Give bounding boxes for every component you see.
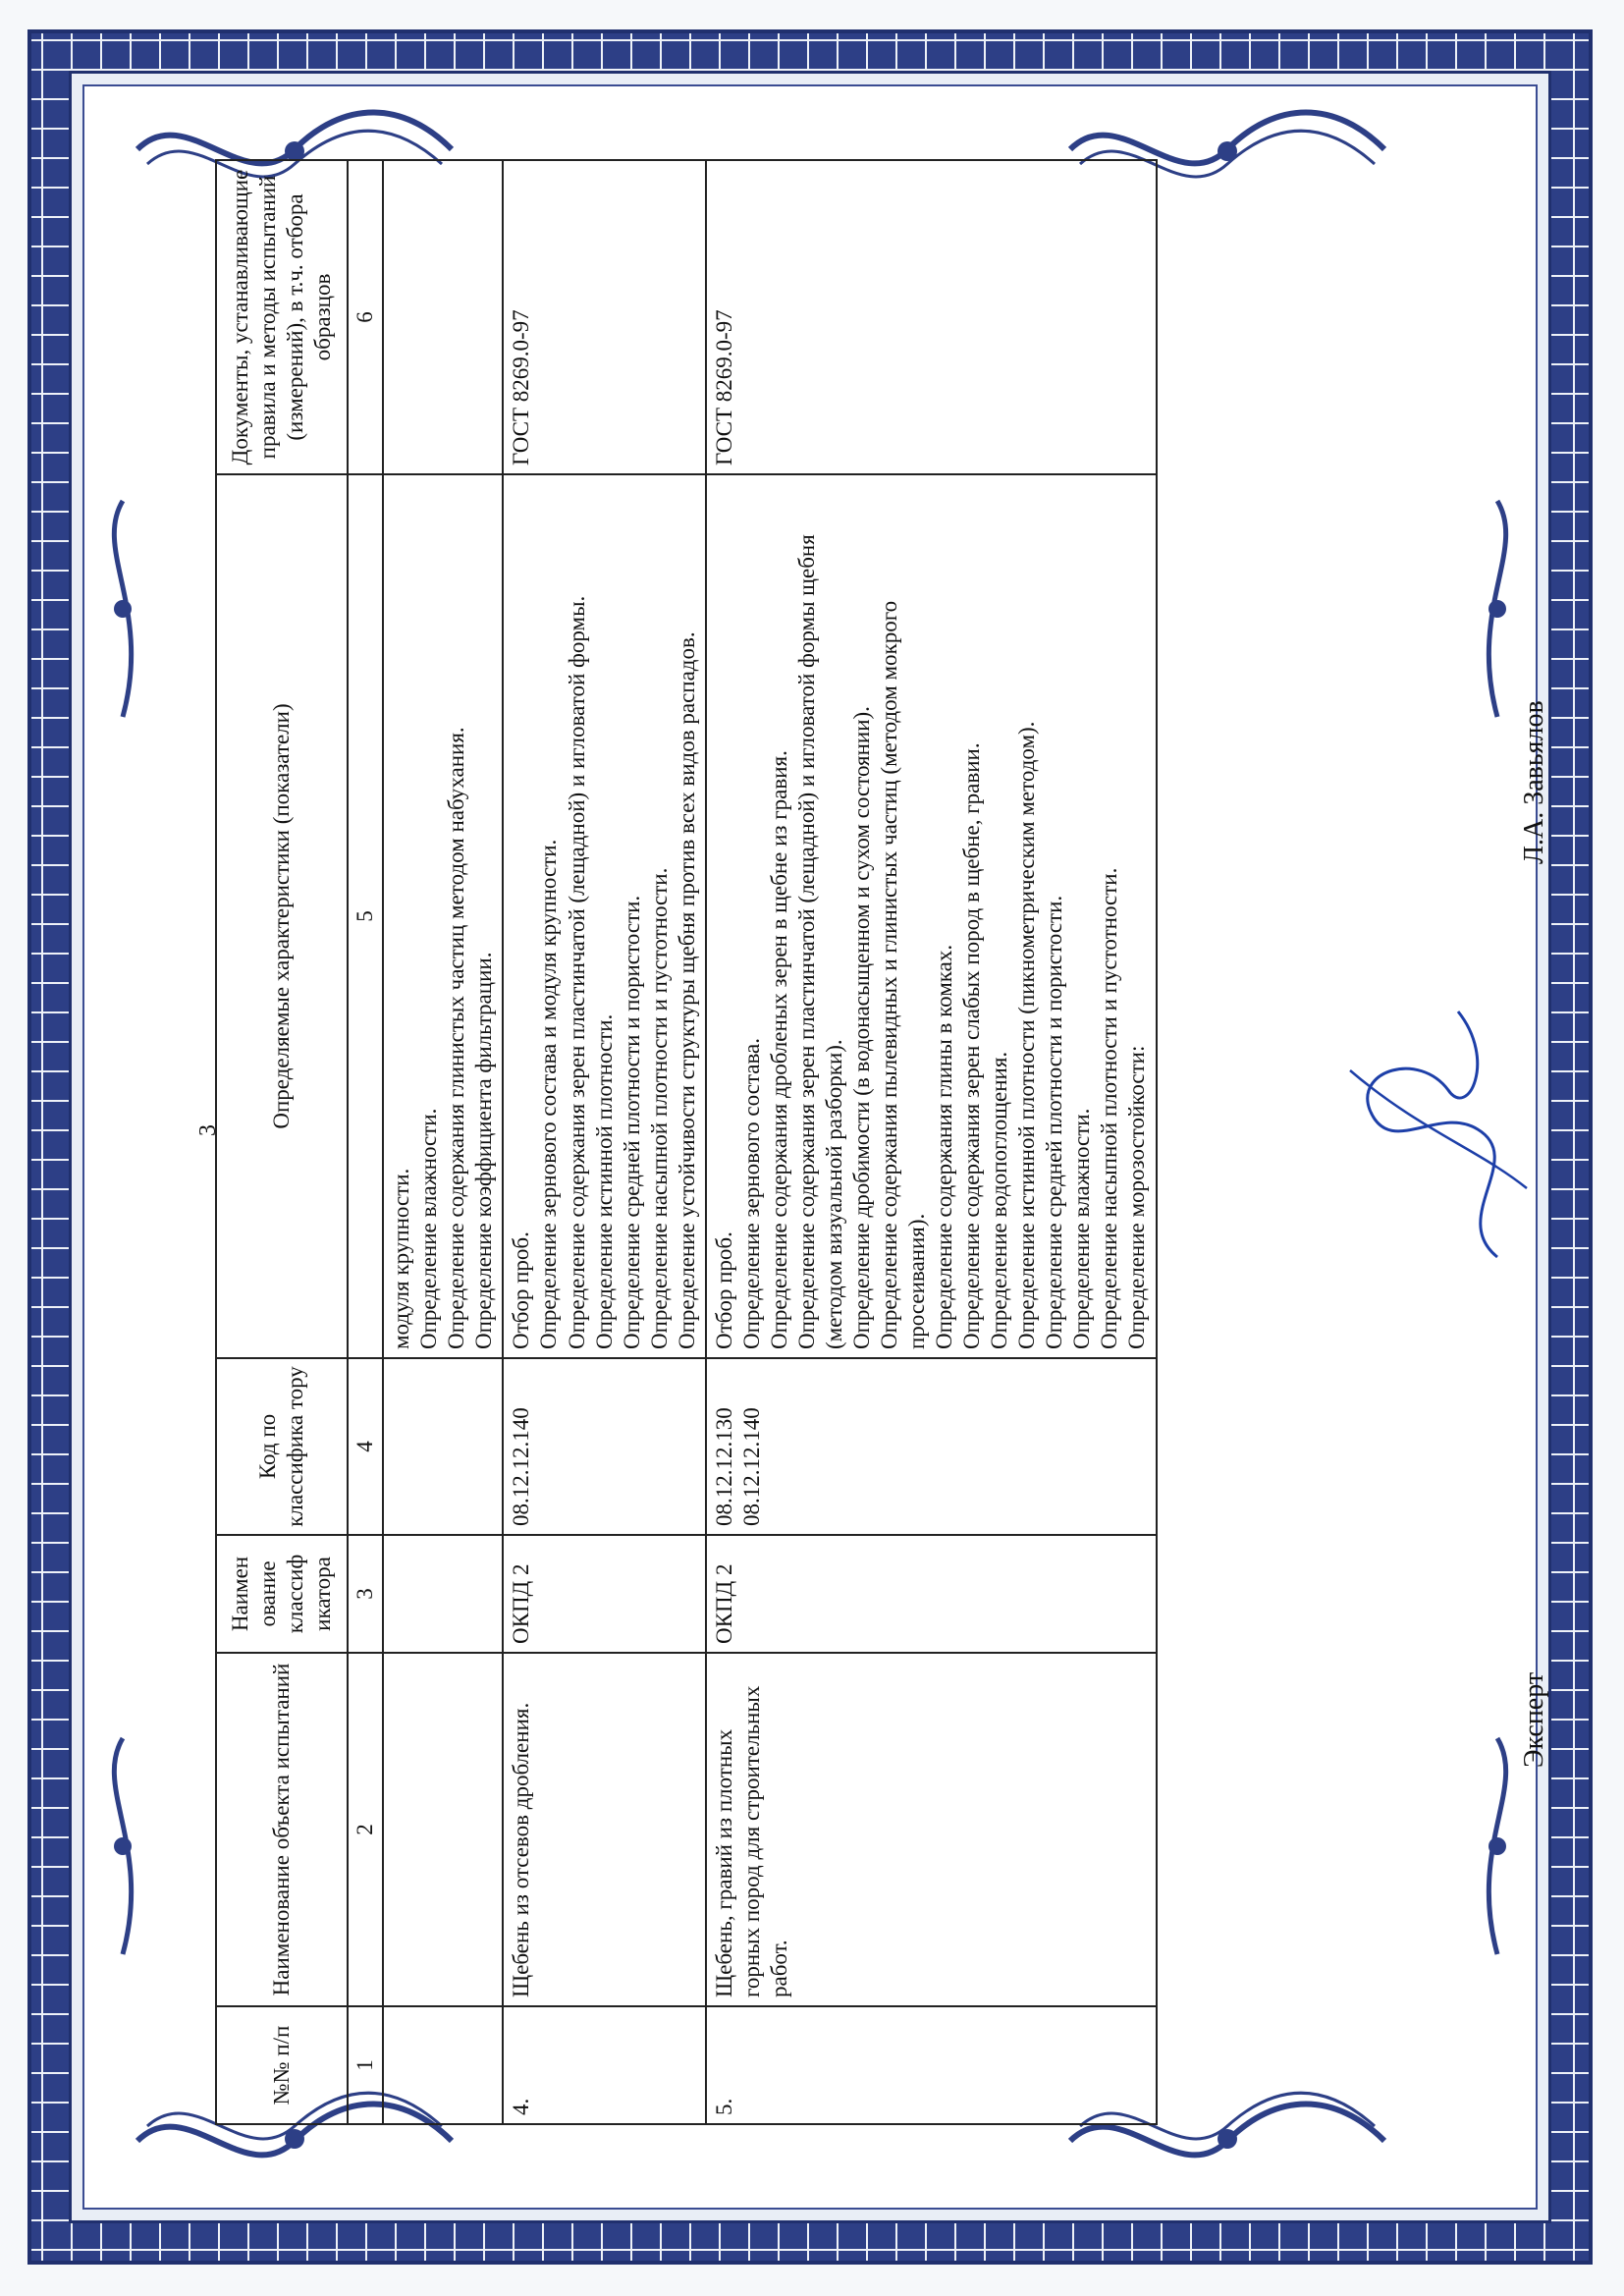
table-row [706,160,1157,2124]
column-number: 6 [348,160,383,474]
row-classifier: ОКПД 2 [503,1535,705,1653]
row-codes [706,1358,1157,1535]
table-row [383,160,503,2124]
row-object-name: Щебень из отсевов дробления. [503,1653,705,2006]
table-row [503,160,705,2124]
row-object-name: Щебень, гравий из плотных горных пород для строительных работ. [706,1653,1157,2006]
characteristic-item: Определение истинной плотности. [591,1013,617,1349]
row-classifier: ОКПД 2 [706,1535,1157,1653]
header-classifier-name: Наимен ование классиф икатора [216,1535,348,1653]
row-classifier [383,1535,503,1653]
classifier-code: 08.12.12.130 [711,1407,736,1526]
scope-table [215,159,1158,2125]
characteristic-item: Определение коэффициента фильтрации. [471,952,497,1349]
characteristic-item: Определение устойчивости структуры щебня против всех видов распадов. [674,631,699,1349]
row-documents: ГОСТ 8269.0-97 [706,160,1157,474]
characteristic-item: Определение содержания зерен пластинчатой (лещадной) и игловатой формы щебня (методом визуальной разборки). [793,534,846,1349]
header-object-name: Наименование объекта испытаний [216,1653,348,2006]
characteristic-item: Определение зернового состава и модуля крупности. [536,839,562,1349]
characteristic-item: Определение содержания пылевидных и глинистых частиц (методом мокрого просеивания). [877,600,930,1349]
characteristic-item: Определение зернового состава. [738,1038,764,1349]
page-content [172,100,1576,2160]
header-number: №№ п/п [216,2006,348,2124]
row-number [383,2006,503,2124]
column-number-row [348,160,383,2124]
row-characteristics [383,474,503,1358]
characteristic-item: модуля крупности. [389,1168,414,1349]
characteristic-item: Определение истинной плотности (пикнометрическим методом). [1014,721,1040,1349]
characteristic-item: Определение насыпной плотности и пустотности. [646,867,672,1349]
row-number: 4. [503,2006,705,2124]
characteristic-item: Определение средней плотности и пористости. [619,895,644,1349]
characteristic-item: Определение средней плотности и пористости. [1042,895,1067,1349]
characteristic-item: Определение содержания глины в комках. [932,944,957,1349]
classifier-code: 08.12.12.140 [738,1407,764,1526]
row-object-name [383,1653,503,2006]
row-characteristics [706,474,1157,1358]
column-number: 3 [348,1535,383,1653]
classifier-code: 08.12.12.140 [509,1407,534,1526]
column-number: 2 [348,1653,383,2006]
characteristic-item: Определение содержания глинистых частиц методом набухания. [444,727,469,1349]
signature-icon [1330,1002,1546,1277]
row-characteristics [503,474,705,1358]
table-header-row [216,160,348,2124]
page-number: 3 [195,1124,221,1136]
characteristic-item: Определение влажности. [1069,1108,1095,1349]
ornament-left-lower-icon [88,1728,157,1964]
row-codes [383,1358,503,1535]
header-documents: Документы, устанавливающие правила и методы испытаний (измерений), в т.ч. отбора образцов [216,160,348,474]
ornament-left-icon [88,491,157,727]
expert-name: Л.А. Завьялов [1519,700,1549,864]
expert-label: Эксперт [1519,1671,1549,1768]
characteristic-item: Отбор проб. [711,1231,736,1349]
column-number: 5 [348,474,383,1358]
characteristic-item: Определение содержания дробленых зерен в щебне из гравия. [766,750,791,1349]
row-codes [503,1358,705,1535]
row-documents: ГОСТ 8269.0-97 [503,160,705,474]
header-characteristics: Определяемые характеристики (показатели) [216,474,348,1358]
characteristic-item: Отбор проб. [509,1231,534,1349]
row-number: 5. [706,2006,1157,2124]
characteristic-item: Определение дробимости (в водонасыщенном и сухом состоянии). [848,706,874,1349]
column-number: 4 [348,1358,383,1535]
row-documents [383,160,503,474]
characteristic-item: Определение морозостойкости: [1124,1045,1150,1349]
header-classifier-code: Код по классифика тору [216,1358,348,1535]
characteristic-item: Определение содержания зерен слабых пород в щебне, гравии. [959,742,985,1349]
characteristic-item: Определение влажности. [416,1108,442,1349]
characteristic-item: Определение насыпной плотности и пустотности. [1097,867,1122,1349]
column-number: 1 [348,2006,383,2124]
characteristic-item: Определение содержания зерен пластинчатой (лещадной) и игловатой формы. [564,595,589,1349]
characteristic-item: Определение водопоглощения. [987,1051,1012,1349]
